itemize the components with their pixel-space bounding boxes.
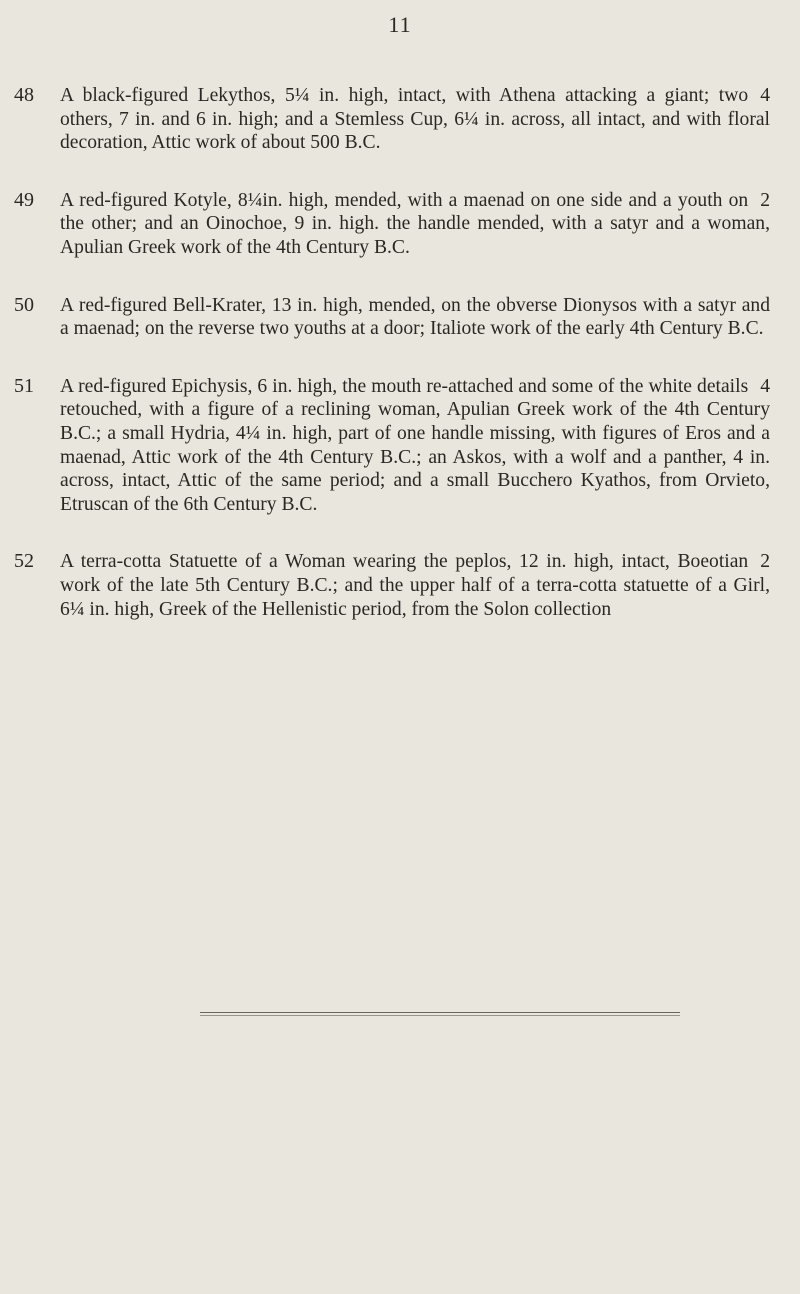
lot-quantity: 4 — [760, 375, 770, 397]
lot-quantity: 4 — [760, 85, 770, 106]
page-number: 11 — [388, 12, 412, 37]
lot-description — [60, 294, 770, 341]
lot-number: 51 — [14, 374, 34, 397]
lot-description-text: A red-figured Bell-Krater, 13 in. high, mended, on the obverse Dionysos with a satyr and a maenad; on the reverse two youths at a door; Italiote work of the early 4th Century B.C. — [60, 294, 770, 340]
lot-entry — [0, 189, 800, 260]
lot-quantity: 2 — [760, 551, 770, 573]
lot-list — [0, 84, 800, 655]
lot-description-text: A black-figured Lekythos, 5¼ in. high, intact, with Athena attacking a giant; two others, 7 in. and 6 in. high; and a Stemless Cup, 6¼ in. across, all intact, and with floral decoration, Attic work of about 500 B.C. — [60, 85, 770, 154]
lot-number: 50 — [14, 293, 34, 316]
lot-number: 48 — [14, 84, 34, 106]
lot-number: 49 — [14, 188, 34, 211]
lot-description — [60, 84, 770, 155]
lot-entry — [0, 294, 800, 341]
lot-description — [60, 375, 770, 517]
lot-entry — [0, 84, 800, 155]
lot-description-text: A red-figured Kotyle, 8¼in. high, mended, with a maenad on one side and a youth on the other; and an Oinochoe, 9 in. high. the handle mended, with a satyr and a woman, Apulian Greek work of the 4th Century B.C. — [60, 189, 770, 258]
lot-description — [60, 189, 770, 260]
lot-entry — [0, 375, 800, 517]
lot-description-text: A red-figured Epichysis, 6 in. high, the mouth re-attached and some of the white details retouched, with a figure of a reclining woman, Apulian Greek work of the 4th Century B.C.; a small Hydria, 4¼ in. high, part of one handle missing, with figures of Eros and a maenad, Attic work of the 4th Century B.C.; an Askos, with a wolf and a panther, 4 in. across, intact, Attic of the same period; and a small Bucchero Kyathos, from Orvieto, Etruscan of the 6th Century B.C. — [60, 375, 770, 515]
lot-number: 52 — [14, 550, 34, 573]
section-divider — [200, 1012, 680, 1013]
lot-description-text: A terra-cotta Statuette of a Woman wearing the peplos, 12 in. high, intact, Boeotian work of the late 5th Century B.C.; and the upper half of a terra-cotta statuette of a Girl, 6¼ in. high, Greek of the Hellenistic period, from the Solon collection — [60, 551, 770, 620]
lot-quantity: 2 — [760, 189, 770, 211]
lot-description — [60, 550, 770, 621]
lot-entry — [0, 550, 800, 621]
